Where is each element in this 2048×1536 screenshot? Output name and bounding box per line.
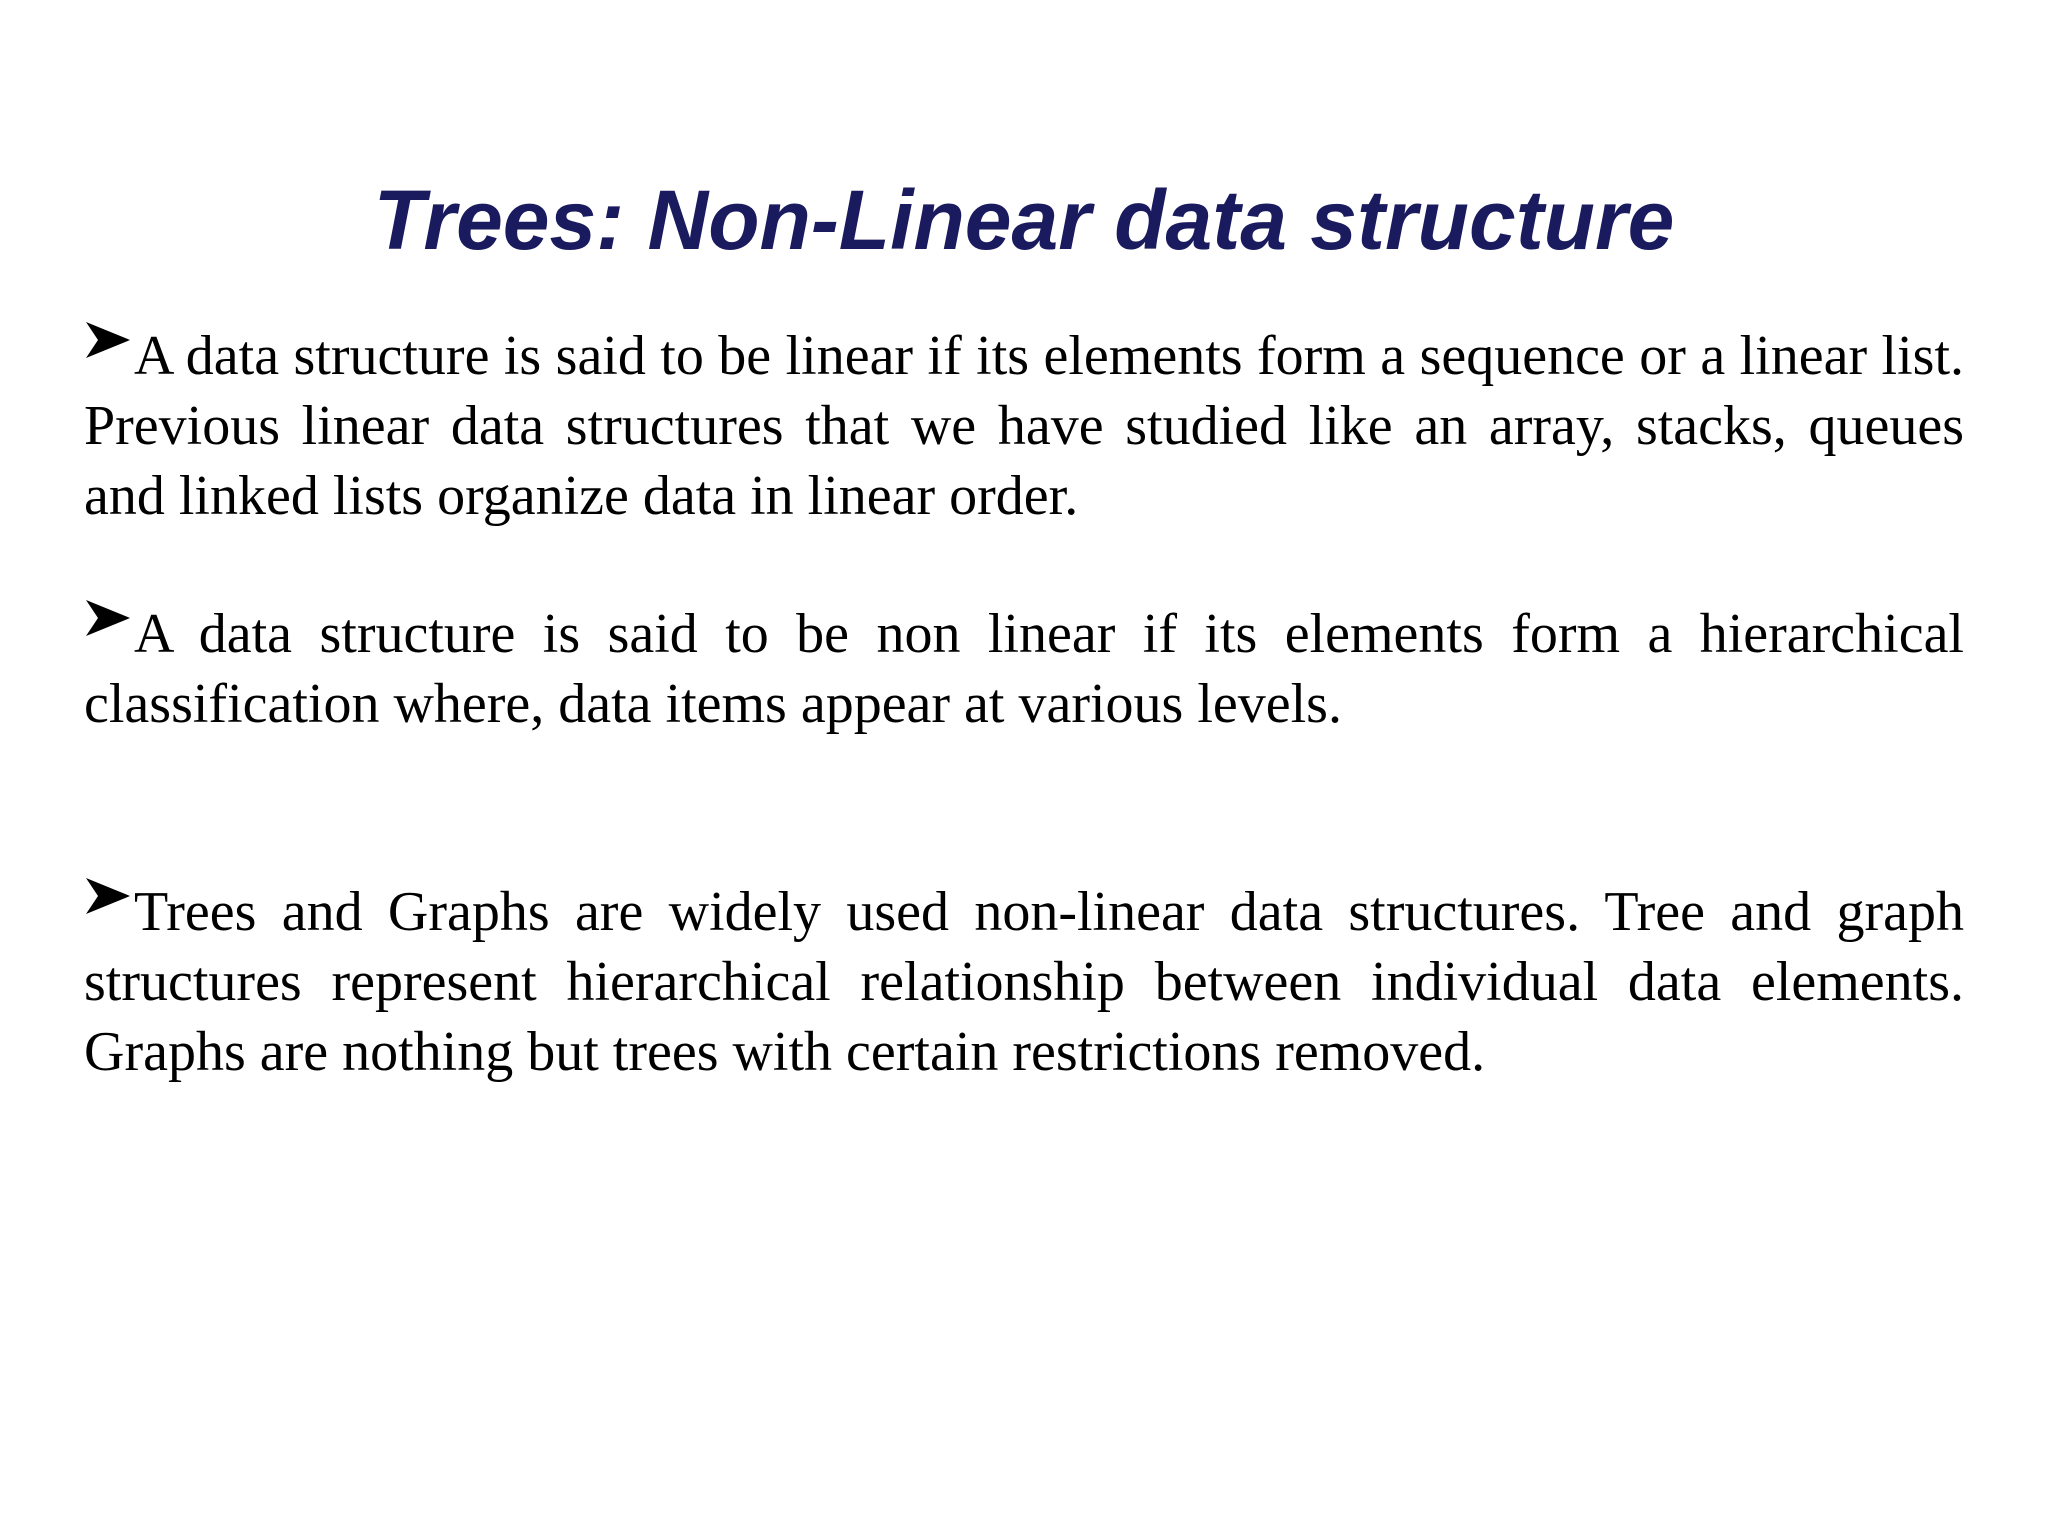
bullet-item-non-linear	[84, 598, 1964, 739]
bullet-text: A data structure is said to be non linear if its elements form a hierarchical classification where, data items appear at various levels.	[84, 603, 1964, 735]
bullet-item-linear	[84, 320, 1964, 531]
bullet-text: Trees and Graphs are widely used non-linear data structures. Tree and graph structures represent hierarchical relationship between individual data elements. Graphs are nothing but trees with certain restrictions removed.	[84, 881, 1964, 1083]
arrow-bullet-icon	[84, 876, 132, 916]
bullet-item-trees-graphs	[84, 876, 1964, 1087]
bullet-text: A data structure is said to be linear if its elements form a sequence or a linear list. Previous linear data structures that we have studied like an array, stacks, queues and linked lists organize data in linear order.	[84, 325, 1964, 527]
slide-title: Trees: Non-Linear data structure	[373, 173, 1675, 267]
arrow-bullet-icon	[84, 598, 132, 638]
arrow-bullet-icon	[84, 320, 132, 360]
